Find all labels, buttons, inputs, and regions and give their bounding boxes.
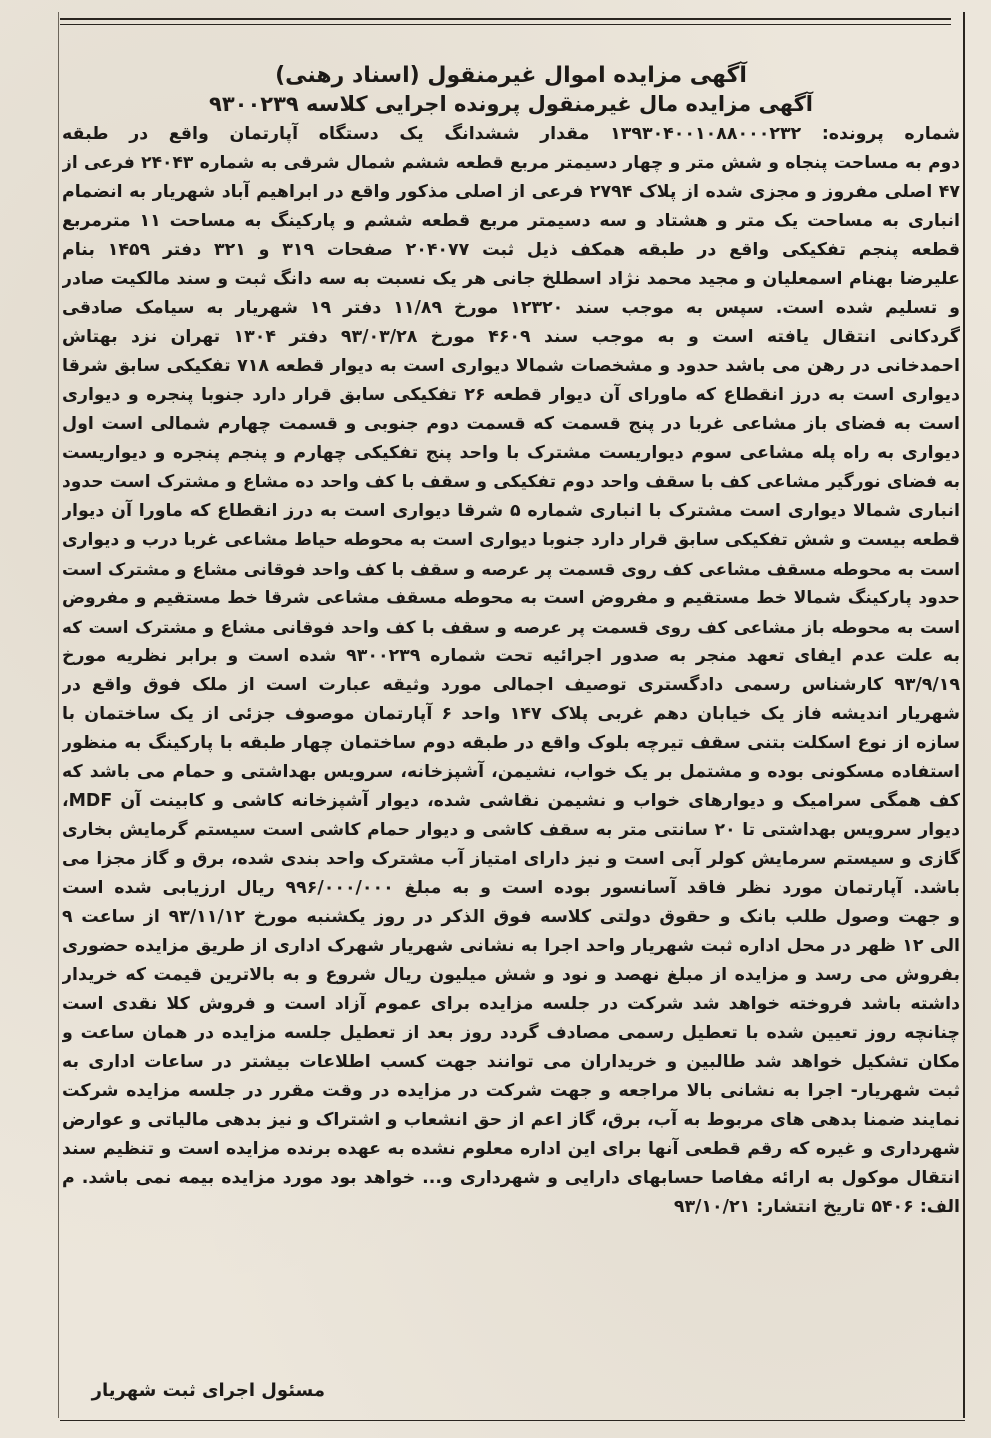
notice-body-line: الی ۱۲ ظهر در محل اداره ثبت شهریار واحد اجرا به نشانی شهریار شهرک اداری از طریق مزایده حضوری bbox=[62, 936, 960, 956]
notice-body-line: انباری شمالا دیواری است مشترک با انباری شماره ۵ شرقا دیواری است به درز انقطاع که ماورا آن دیوار bbox=[62, 501, 960, 521]
notice-body-line: باشد. آپارتمان مورد نظر فاقد آسانسور بوده است و به مبلغ ۹۹۶/۰۰۰/۰۰۰ ریال ارزیابی شده است bbox=[62, 878, 960, 898]
notice-body-line: ثبت شهریار- اجرا به نشانی بالا مراجعه و جهت شرکت در مزایده در وقت مقرر در جلسه مزایده شرکت bbox=[62, 1081, 960, 1101]
notice-body-line: داشته باشد فروخته خواهد شد شرکت در جلسه مزایده برای عموم آزاد است و فروش کلا نقدی است bbox=[62, 994, 960, 1014]
notice-body-line: مکان تشکیل خواهد شد طالبین و خریداران می توانند جهت کسب اطلاعات بیشتر در ساعات اداری به bbox=[62, 1052, 960, 1072]
notice-body-line: به فضای نورگیر مشاعی کف با سقف واحد دوم تفکیکی و سقف با کف واحد ده مشاع و مشترک است حدود bbox=[62, 472, 960, 492]
auction-notice bbox=[62, 62, 960, 1222]
notice-body-line: سازه از نوع اسکلت بتنی سقف تیرچه بلوک واقع در طبقه دوم ساختمان چهار طبقه با پارکینگ به منظور bbox=[62, 733, 960, 753]
notice-body-line: احمدخانی در رهن می باشد حدود و مشخصات شمالا دیواری است به دیوار قطعه ۷۱۸ تفکیکی سابق شرقا bbox=[62, 356, 960, 376]
notice-body-line: الف: ۵۴۰۶ تاریخ انتشار: ۹۳/۱۰/۲۱ bbox=[673, 1197, 960, 1217]
notice-body-line: دیوار سرویس بهداشتی تا ۲۰ سانتی متر به سقف کاشی و دیوار حمام کاشی است سیستم گرمایش بخاری bbox=[62, 820, 960, 840]
notice-body-line: ۹۳/۹/۱۹ کارشناس رسمی دادگستری توصیف اجمالی مورد وثیقه عبارت است از ملک فوق واقع در bbox=[62, 675, 960, 695]
bottom-rule bbox=[60, 1420, 965, 1421]
left-column-rule bbox=[58, 12, 59, 1418]
notice-body-line: شهریار اندیشه فاز یک خیابان دهم غربی پلاک ۱۴۷ واحد ۶ آپارتمان موصوف جزئی از یک ساختمان با bbox=[62, 704, 960, 724]
top-rule-thin bbox=[60, 24, 951, 25]
notice-body-line: انباری به مساحت یک متر و هشتاد و سه دسیمتر مربع قطعه ششم و پارکینگ به مساحت ۱۱ مترمربع bbox=[62, 211, 960, 231]
notice-signature: مسئول اجرای ثبت شهریار bbox=[91, 1380, 325, 1401]
notice-body-line: گردکانی انتقال یافته است و به موجب سند ۴۶۰۹ مورخ ۹۳/۰۳/۲۸ دفتر ۱۳۰۴ تهران نزد بهتاش bbox=[62, 327, 960, 347]
notice-body-line: است به فضای باز مشاعی غربا در پنج قسمت که قسمت دوم جنوبی و قسمت چهارم شمالی است اول bbox=[62, 414, 960, 434]
notice-body bbox=[62, 120, 960, 1222]
notice-title: آگهی مزایده اموال غیرمنقول (اسناد رهنی) bbox=[275, 63, 747, 88]
notice-body-line: قطعه بیست و شش تفکیکی سابق قرار دارد جنوبا دیواری است به محوطه حیاط مشاعی غربا درب و دیواری bbox=[62, 530, 960, 550]
notice-body-line: به علت عدم ایفای تعهد منجر به صدور اجرائیه تحت شماره ۹۳۰۰۲۳۹ شده است و برابر نظریه مورخ bbox=[62, 646, 960, 666]
notice-body-line: نمایند ضمنا بدهی های مربوط به آب، برق، گاز اعم از حق انشعاب و اشتراک و نیز بدهی مالیاتی و عوارض bbox=[62, 1110, 960, 1130]
notice-body-line: چنانچه روز تعیین شده با تعطیل رسمی مصادف گردد روز بعد از تعطیل جلسه مزایده در همان ساعت و bbox=[62, 1023, 960, 1043]
notice-body-line: علیرضا بهنام اسمعلیان و مجید محمد نژاد اسطلخ جانی هر یک نسبت به سه دانگ ثبت و سند مالکیت صادر bbox=[62, 269, 960, 289]
notice-body-line: حدود پارکینگ شمالا خط مستقیم و مفروض است به محوطه مسقف مشاعی شرقا خط مستقیم و مفروض bbox=[62, 588, 960, 608]
notice-body-line: کف همگی سرامیک و دیوارهای خواب و نشیمن نقاشی شده، دیوار آشپزخانه کاشی و کابینت آن MDF، bbox=[62, 791, 960, 811]
notice-subtitle: آگهی مزایده مال غیرمنقول پرونده اجرایی کلاسه ۹۳۰۰۲۳۹ bbox=[209, 92, 813, 116]
notice-body-line: بفروش می رسد و مزایده از مبلغ نهصد و نود و شش میلیون ریال شروع و به بالاترین قیمت که خریدار bbox=[62, 965, 960, 985]
notice-body-line: گازی و سیستم سرمایش کولر آبی است و نیز دارای امتیاز آب مشترک واحد بندی شده، برق و گاز مجزا می bbox=[62, 849, 960, 869]
notice-body-line: دوم به مساحت پنجاه و شش متر و چهار دسیمتر مربع قطعه ششم شمال شرقی به شماره ۲۴۰۴۳ فرعی از bbox=[62, 153, 960, 173]
notice-body-line: استفاده مسکونی بوده و مشتمل بر یک خواب، نشیمن، آشپزخانه، سرویس بهداشتی و حمام می باشد که bbox=[62, 762, 960, 782]
notice-body-line: است به محوطه مسقف مشاعی کف روی قسمت پر عرصه و سقف با کف واحد فوقانی مشاع و مشترک است bbox=[62, 559, 960, 579]
notice-body-line: است به محوطه باز مشاعی کف روی قسمت پر عرصه و سقف با کف واحد فوقانی مشاع و مشترک است که bbox=[62, 617, 960, 637]
notice-body-line: شهرداری و غیره که رقم قطعی آنها برای این اداره معلوم نشده به عهده برنده مزایده است و تنظیم سند bbox=[62, 1139, 960, 1159]
notice-body-line: انتقال موکول به ارائه مفاصا حسابهای دارایی و شهرداری و... خواهد بود مورد مزایده بیمه نمی باشد. م bbox=[62, 1168, 960, 1188]
notice-body-line: شماره پرونده: ۱۳۹۳۰۴۰۰۱۰۸۸۰۰۰۲۳۲ مقدار ششدانگ یک دستگاه آپارتمان واقع در طبقه bbox=[62, 124, 960, 144]
notice-body-line: و جهت وصول طلب بانک و حقوق دولتی کلاسه فوق الذکر در روز یکشنبه مورخ ۹۳/۱۱/۱۲ از ساعت ۹ bbox=[62, 907, 960, 927]
notice-body-line: دیواری است به درز انقطاع که ماورای آن دیوار قطعه ۲۶ تفکیکی سابق قرار دارد جنوبا پنجره و دیواری bbox=[62, 385, 960, 405]
notice-body-line: دیواری به راه پله مشاعی سوم دیواریست مشترک با واحد پنج تفکیکی چهارم و پنجم پنجره و دیواریست bbox=[62, 443, 960, 463]
notice-body-line: قطعه پنجم تفکیکی واقع در طبقه همکف ذیل ثبت ۲۰۴۰۷۷ صفحات ۳۱۹ و ۳۲۱ دفتر ۱۴۵۹ بنام bbox=[62, 240, 960, 260]
notice-body-line: ۴۷ اصلی مفروز و مجزی شده از پلاک ۲۷۹۴ فرعی از اصلی مذکور واقع در ابراهیم آباد شهریار به انضمام bbox=[62, 182, 960, 202]
right-column-rule bbox=[963, 12, 965, 1418]
notice-body-line: و تسلیم شده است. سپس به موجب سند ۱۲۳۲۰ مورخ ۱۱/۸۹ دفتر ۱۹ شهریار به سیامک صادقی bbox=[62, 298, 960, 318]
top-rule bbox=[60, 18, 951, 20]
